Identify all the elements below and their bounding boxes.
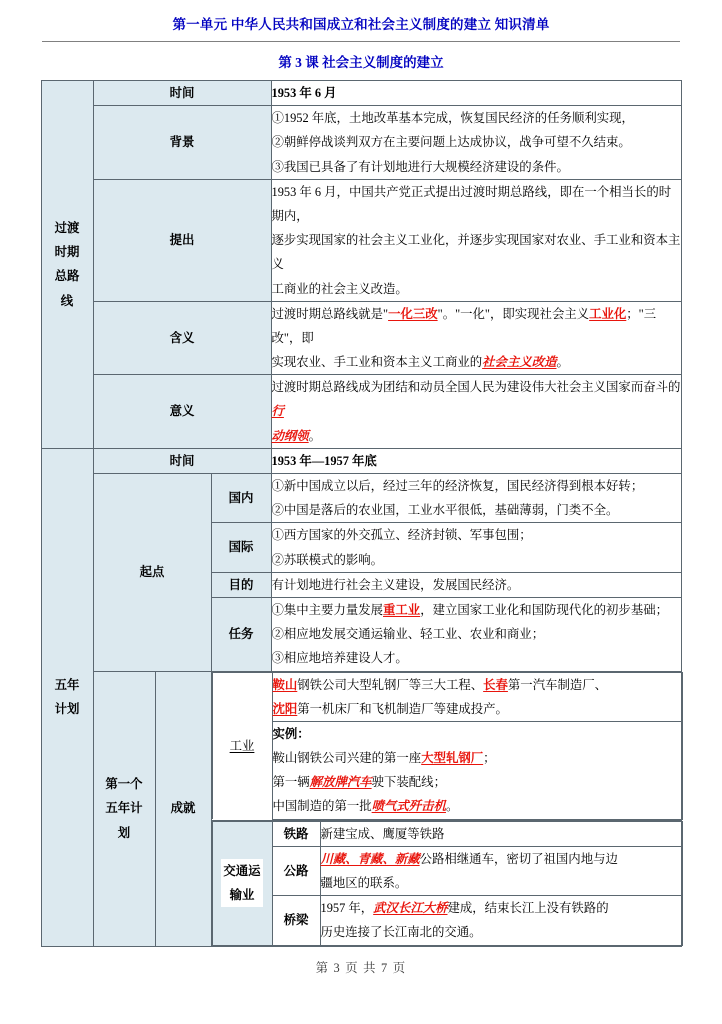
highlight-jiefang-truck: 解放牌汽车 (309, 775, 372, 790)
highway-line-1 (321, 847, 682, 871)
cell-international (271, 523, 681, 572)
cell-industry-examples (272, 721, 682, 819)
meaning-text-c: ；"三改"，即 (271, 306, 657, 345)
first-plan-text: 第一个五年计划 (105, 777, 143, 840)
significance-line-1 (272, 375, 681, 423)
row-label-task: 任务 (211, 597, 271, 671)
row-label-domestic: 国内 (211, 474, 271, 523)
industry-text-c: 第一机床厂和飞机制造厂等建成投产。 (297, 701, 508, 716)
task-line-2: ②相应地发展交通运输业、轻工业、农业和商业； (271, 627, 545, 642)
international-line-2: ②苏联模式的影响。 (271, 552, 384, 567)
cell-background (271, 106, 681, 180)
meaning-text-d: 实现农业、手工业和资本主义工商业的 (271, 355, 483, 370)
highlight-large-rolling-mill: 大型轧钢厂 (421, 751, 484, 766)
table-row (212, 721, 682, 819)
cell-task (271, 597, 681, 671)
meaning-line-1 (272, 302, 681, 350)
highlight-heavy-industry: 重工业 (383, 602, 421, 617)
bridge-line-2: 历史连接了长江南北的交通。 (320, 925, 482, 940)
industry-text-a: 钢铁公司大型轧钢厂等三大工程、 (297, 677, 484, 692)
proposal-line-2: 逐步实现国家的社会主义工业化，并逐步实现国家对农业、手工业和资本主义 (271, 233, 681, 272)
table-row (41, 179, 681, 301)
lesson-title: 第 3 课 社会主义制度的建立 (278, 55, 444, 70)
table-row (41, 301, 681, 375)
row-label-transport (212, 821, 272, 945)
highlight-anshan: 鞍山 (272, 677, 298, 692)
row-label-achievement: 成就 (155, 671, 211, 946)
section-label-five-year (41, 448, 93, 946)
example-text-a: 鞍山钢铁公司兴建的第一座 (272, 751, 422, 766)
industry-main-line-1 (273, 673, 682, 697)
highlight-jet-fighter: 喷气式歼击机 (371, 799, 446, 814)
example-text-e: 中国制造的第一批 (272, 799, 372, 814)
section-label-text: 过渡时期总路线 (54, 221, 80, 308)
time-value-text: 1953 年 6 月 (271, 86, 337, 100)
example-heading: 实例： (272, 726, 310, 741)
highlight-yihuasangai: 一化三改 (388, 306, 438, 321)
proposal-line-1: 1953 年 6 月，中国共产党正式提出过渡时期总路线，即在一个相当长的时期内， (271, 184, 672, 223)
row-label-highway: 公路 (272, 846, 320, 895)
meaning-line-2 (272, 350, 681, 374)
highway-line-2: 疆地区的联系。 (320, 876, 408, 890)
railway-text: 新建宝成、鹰厦等铁路 (320, 826, 445, 841)
task-line-1 (272, 598, 681, 622)
table-row (212, 846, 682, 895)
example-text-d: 驶下装配线； (371, 775, 446, 790)
example-text-f: 。 (445, 799, 459, 814)
table-row (41, 671, 681, 820)
meaning-text-e: 。 (556, 355, 569, 370)
background-line-2: ②朝鲜停战谈判双方在主要问题上达成协议，战争可望不久结束。 (271, 135, 631, 150)
highlight-wuhan-bridge: 武汉长江大桥 (373, 901, 448, 916)
bridge-text-b: 建成，结束长江上没有铁路的 (447, 901, 609, 916)
cell-railway (320, 821, 682, 846)
international-line-1: ①西方国家的外交孤立、经济封锁、军事包围； (271, 528, 532, 543)
cell-bridge (320, 896, 682, 945)
industry-subtable (212, 672, 683, 820)
cell-industry-group (211, 671, 681, 820)
highlight-action-program-part2: 动纲领 (271, 428, 309, 443)
meaning-text-b: "。"一化"，即实现社会主义 (437, 306, 590, 321)
bridge-line-1 (321, 896, 682, 920)
meaning-text-a: 过渡时期总路线就是" (271, 306, 389, 321)
row-label-proposal: 提出 (93, 179, 271, 301)
table-row (41, 448, 681, 473)
table-row (41, 81, 681, 106)
industry-text-b: 第一汽车制造厂、 (507, 677, 608, 692)
cell-time-value-2 (271, 448, 681, 473)
row-label-bridge: 桥梁 (272, 896, 320, 945)
table-row (212, 821, 682, 846)
transport-label-text: 交通运输业 (221, 859, 263, 907)
row-label-significance: 意义 (93, 375, 271, 449)
example-line-2 (273, 770, 682, 794)
highlight-changchun: 长春 (483, 677, 508, 692)
cell-transport-group (211, 820, 681, 946)
proposal-line-3: 工商业的社会主义改造。 (271, 281, 408, 296)
row-label-time-2: 时间 (93, 448, 271, 473)
cell-domestic (271, 474, 681, 523)
highlight-shenyang: 沈阳 (272, 701, 298, 716)
time-value-2-text: 1953 年—1957 年底 (271, 453, 377, 468)
significance-text-a: 过渡时期总路线成为团结和动员全国人民为建设伟大社会主义国家而奋斗的 (271, 380, 681, 395)
table-row (41, 474, 681, 523)
highlight-industrialization: 工业化 (589, 306, 627, 321)
section-label-transition (41, 81, 93, 449)
row-label-origin: 起点 (93, 474, 211, 672)
knowledge-table (41, 80, 682, 947)
purpose-text: 有计划地进行社会主义建设，发展国民经济。 (271, 577, 520, 592)
industry-label-text: 工业 (229, 738, 255, 753)
row-label-industry (212, 672, 272, 819)
background-line-3: ③我国已具备了有计划地进行大规模经济建设的条件。 (271, 159, 569, 174)
example-line-1 (273, 746, 682, 770)
row-label-meaning: 含义 (93, 301, 271, 375)
section-label-text: 五年计划 (54, 678, 80, 717)
significance-line-2 (272, 424, 681, 448)
example-text-c: 第一辆 (272, 775, 310, 790)
task-text-a: ①集中主要力量发展 (271, 602, 384, 617)
cell-significance (271, 375, 681, 449)
domestic-line-2: ②中国是落后的农业国，工业水平很低，基础薄弱，门类不全。 (271, 503, 619, 518)
row-label-international: 国际 (211, 523, 271, 572)
highlight-action-program-part1: 行 (271, 404, 284, 419)
background-line-1: ①1952 年底，土地改革基本完成，恢复国民经济的任务顺利实现， (271, 111, 634, 126)
row-label-railway: 铁路 (272, 821, 320, 846)
task-text-b: ，建立国家工业化和国防现代化的初步基础； (420, 602, 668, 617)
task-line-3: ③相应地培养建设人才。 (271, 651, 408, 666)
highway-text-a: 公路相继通车，密切了祖国内地与边 (419, 851, 618, 866)
table-row (41, 106, 681, 180)
table-row (212, 896, 682, 945)
domestic-line-1: ①新中国成立以后，经过三年的经济恢复，国民经济得到根本好转； (271, 479, 644, 493)
table-row (41, 375, 681, 449)
cell-meaning (271, 301, 681, 375)
row-label-time: 时间 (93, 81, 271, 106)
row-label-first-plan (93, 671, 155, 946)
table-row (212, 672, 682, 721)
row-label-background: 背景 (93, 106, 271, 180)
row-label-purpose: 目的 (211, 572, 271, 597)
example-text-b: ； (483, 751, 496, 766)
page-footer: 第 3 页 共 7 页 (315, 960, 407, 975)
highlight-socialist-transformation: 社会主义改造 (482, 355, 557, 370)
significance-text-b: 。 (308, 428, 322, 443)
cell-proposal (271, 179, 681, 301)
unit-title: 第一单元 中华人民共和国成立和社会主义制度的建立 知识清单 (172, 17, 550, 32)
transport-subtable (212, 821, 683, 946)
cell-industry-main (272, 672, 682, 721)
cell-highway (320, 846, 682, 895)
industry-main-line-2 (273, 697, 682, 721)
highlight-tibet-highways: 川藏、青藏、新藏 (320, 851, 420, 866)
cell-time-value (271, 81, 681, 106)
example-line-3 (273, 794, 682, 818)
bridge-text-a: 1957 年， (320, 901, 374, 916)
cell-purpose (271, 572, 681, 597)
